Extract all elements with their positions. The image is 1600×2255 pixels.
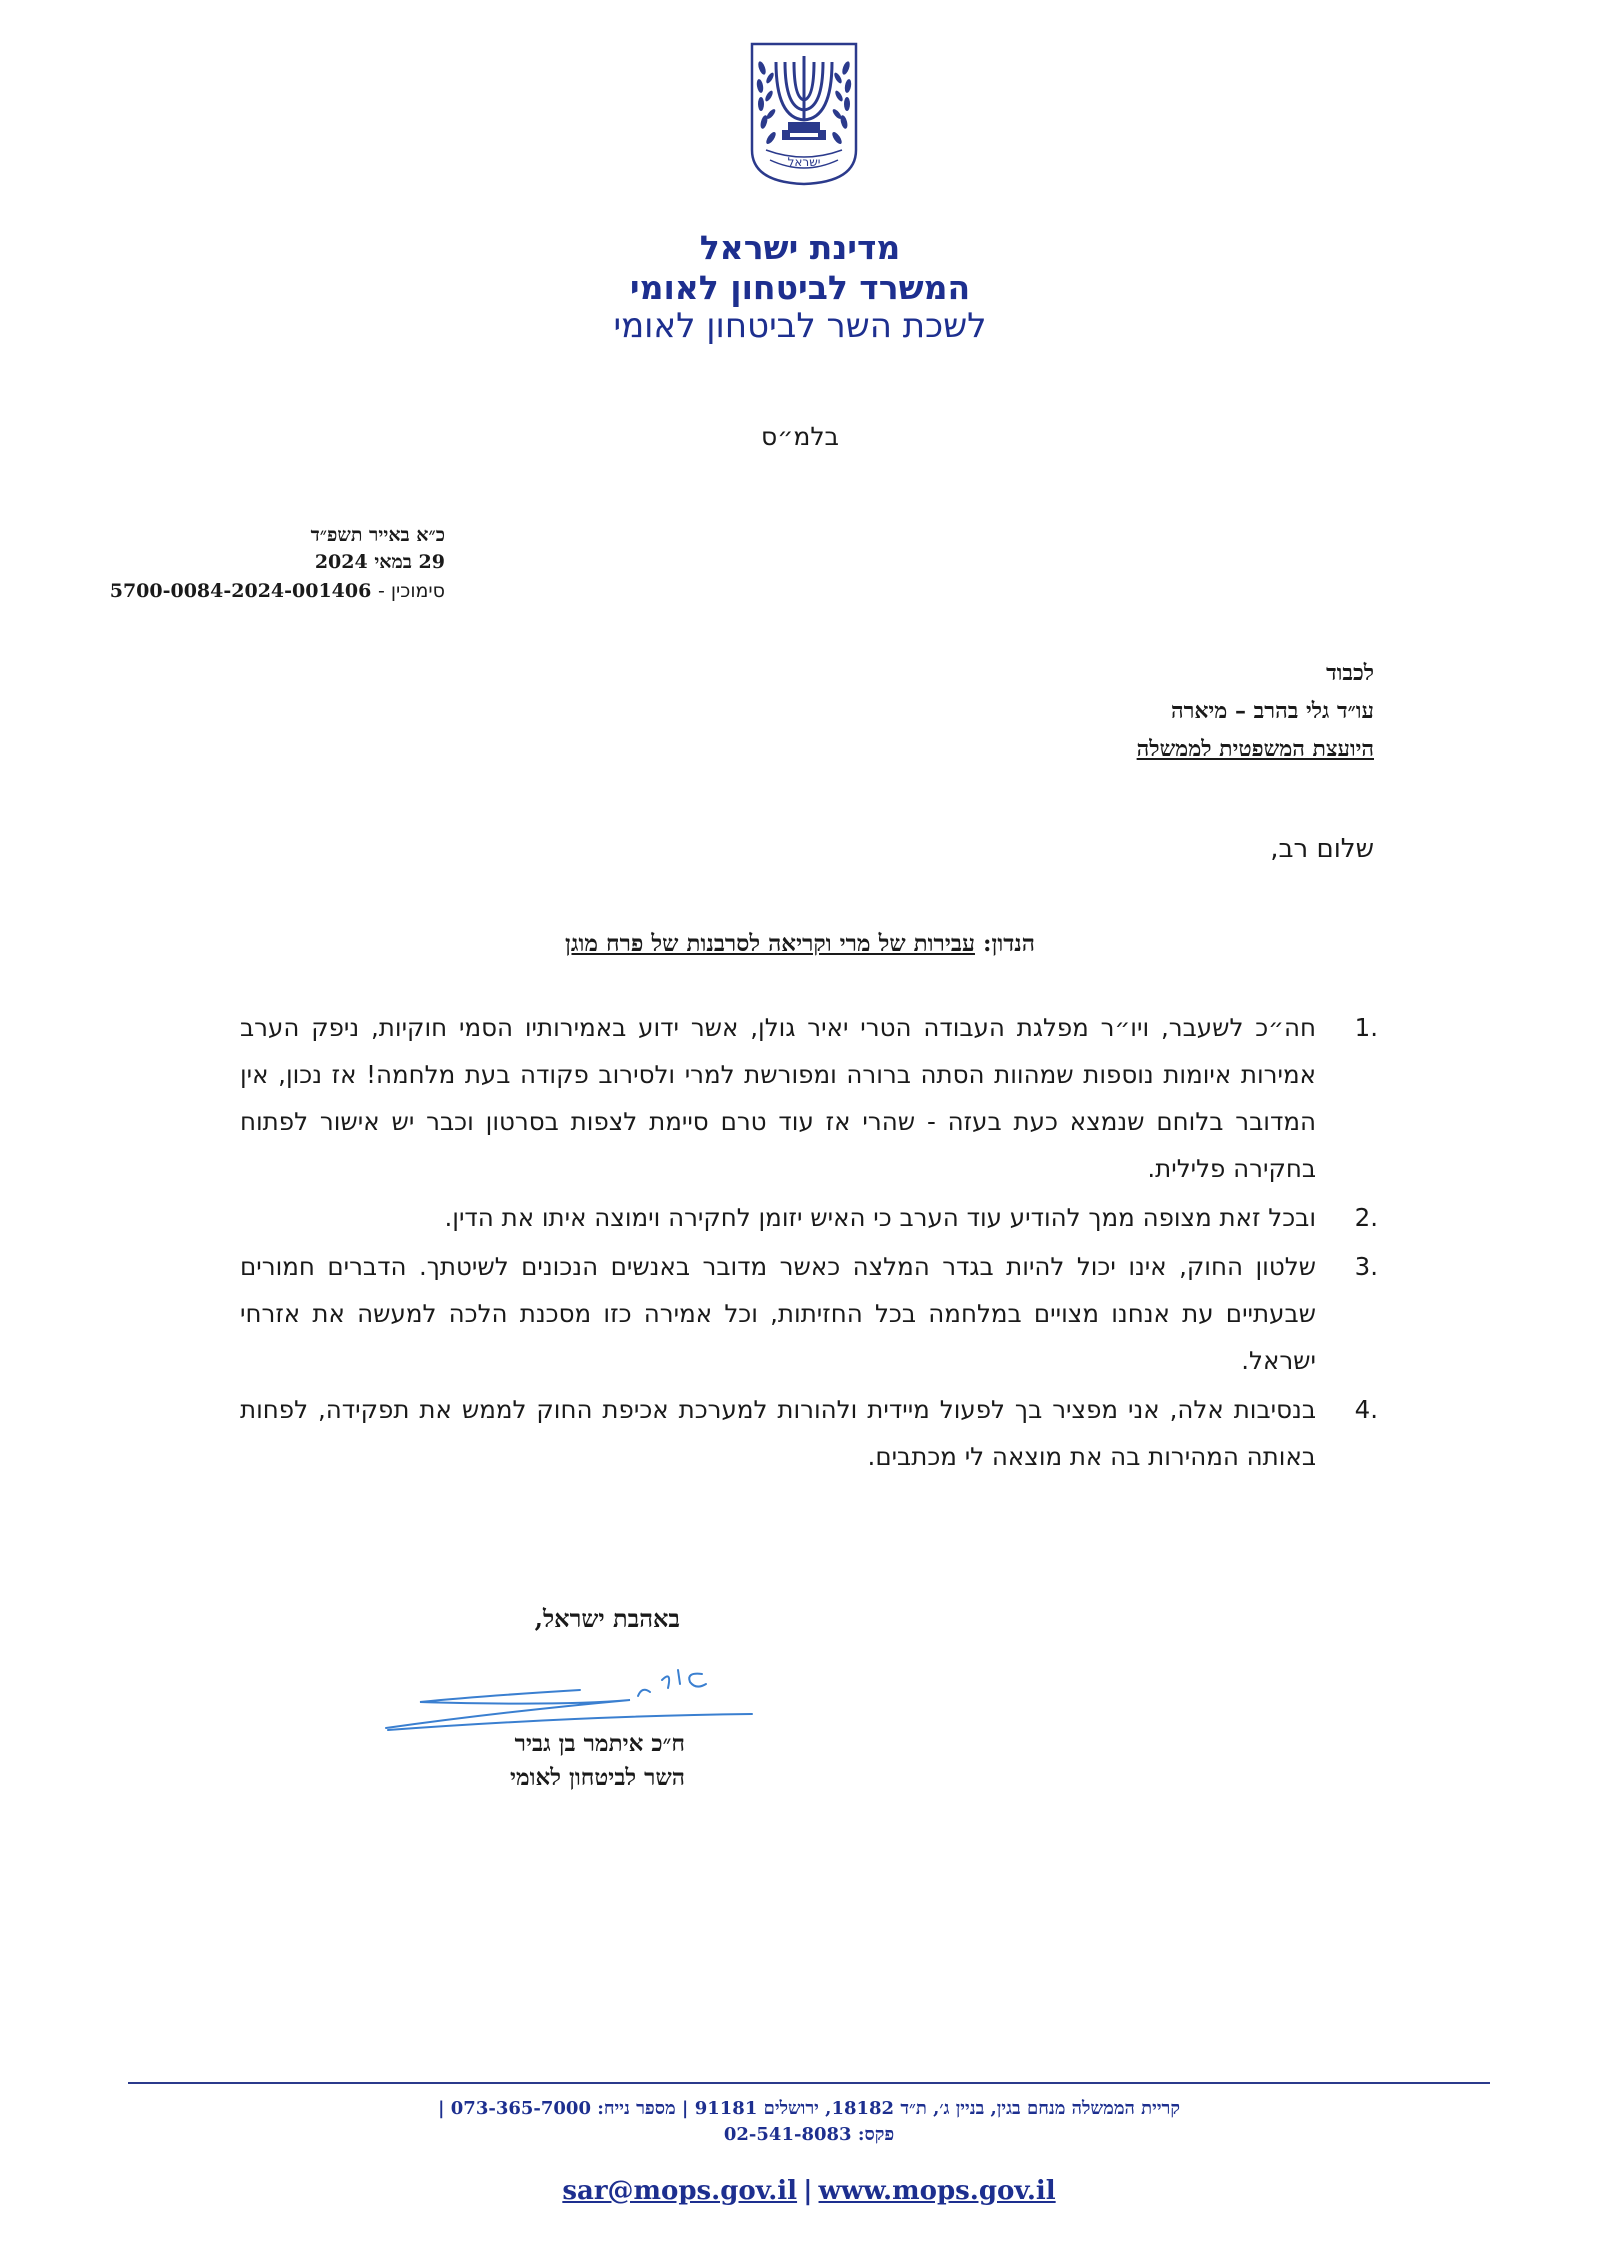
footer-email-link[interactable]: sar@mops.gov.il [562, 2176, 798, 2206]
header-ministry-name: המשרד לביטחון לאומי [629, 268, 971, 307]
footer-divider [128, 2082, 1490, 2084]
paragraph-number: 3. [1354, 1252, 1378, 1281]
reference-line [110, 580, 445, 602]
menorah-emblem-icon [744, 38, 864, 188]
signer-name: ח״כ איתמר בן גביר [514, 1730, 685, 1757]
state-emblem [744, 38, 864, 188]
footer-contact-links [128, 2176, 1490, 2206]
paragraph-number: 2. [1354, 1203, 1378, 1232]
body-paragraph [240, 1386, 1378, 1480]
body-paragraph [240, 1004, 1378, 1192]
header-state-name: מדינת ישראל [699, 228, 901, 267]
subject-line [300, 930, 1300, 957]
classification-label: בלמ״ס [761, 422, 839, 451]
signature-icon [380, 1650, 760, 1740]
hebrew-date: כ״א באייר תשפ״ד [310, 524, 445, 546]
body-paragraph [240, 1243, 1378, 1384]
subject-text: עבירות של מרי וקריאה לסרבנות של פרח מוגן [565, 930, 975, 957]
emblem-inscription: ישראל [787, 155, 821, 169]
body-paragraph [240, 1194, 1378, 1241]
reference-number: 5700-0084-2024-001406 [109, 580, 372, 602]
recipient-title: היועצת המשפטית לממשלה [1136, 736, 1374, 762]
closing-phrase: באהבת ישראל, [534, 1604, 680, 1633]
handwritten-signature [380, 1650, 760, 1740]
signer-title: השר לביטחון לאומי [509, 1764, 685, 1791]
footer-fax: פקס: 02-541-8083 [723, 2124, 895, 2145]
paragraph-number: 4. [1354, 1395, 1378, 1424]
reference-label: סימוכין - [377, 580, 445, 602]
recipient-name: עו״ד גלי בהרב – מיארה [1170, 698, 1374, 724]
paragraph-text: ובכל זאת מצופה ממך להודיע עוד הערב כי האיש יזומן לחקירה וימוצה איתו את הדין. [444, 1203, 1316, 1232]
footer-address: קריית הממשלה מנחם בגין, בניין ג׳, ת״ד 18182, ירושלים 91181 | מספר נייח: 073-365-7000 | [437, 2098, 1181, 2119]
header-office-name: לשכת השר לביטחון לאומי [613, 306, 987, 346]
paragraph-text: בנסיבות אלה, אני מפציר בך לפעול מיידית ולהורות למערכת אכיפת החוק לממש את תפקידה, לפחות באותה המהירות בה את מוצאה לי מכתבים. [240, 1395, 1316, 1471]
footer-separator: | [803, 2176, 813, 2206]
gregorian-date: 29 במאי 2024 [314, 551, 445, 573]
body-paragraphs [240, 1004, 1378, 1480]
greeting: שלום רב, [1270, 834, 1374, 864]
paragraph-text: חה״כ לשעבר, ויו״ר מפלגת העבודה הטרי יאיר גולן, אשר ידוע באמירותיו הסמי חוקיות, ניפק הערב אמירות איומות נוספות שמהוות הסתה ברורה ומפורשת למרי ולסירוב פקודה בעת מלחמה! אז נכון, אין המדובר בלוחם שנמצא כעת בעזה - שהרי אז עוד טרם סיימת לצפות בסרטון וכבר יש אישור לפתוח בחקירה פלילית. [240, 1013, 1316, 1183]
paragraph-text: שלטון החוק, אינו יכול להיות בגדר המלצה כאשר מדובר באנשים הנכונים לשיטתך. הדברים חמורים שבעתיים עת אנחנו מצויים במלחמה בכל החזיתות, וכל אמירה כזו מסכנת הלכה למעשה את אזרחי ישראל. [240, 1252, 1316, 1375]
paragraph-number: 1. [1354, 1013, 1378, 1042]
footer-website-link[interactable]: www.mops.gov.il [818, 2176, 1056, 2206]
recipient-salutation: לכבוד [1326, 660, 1374, 686]
subject-label: הנדון: [982, 930, 1035, 957]
